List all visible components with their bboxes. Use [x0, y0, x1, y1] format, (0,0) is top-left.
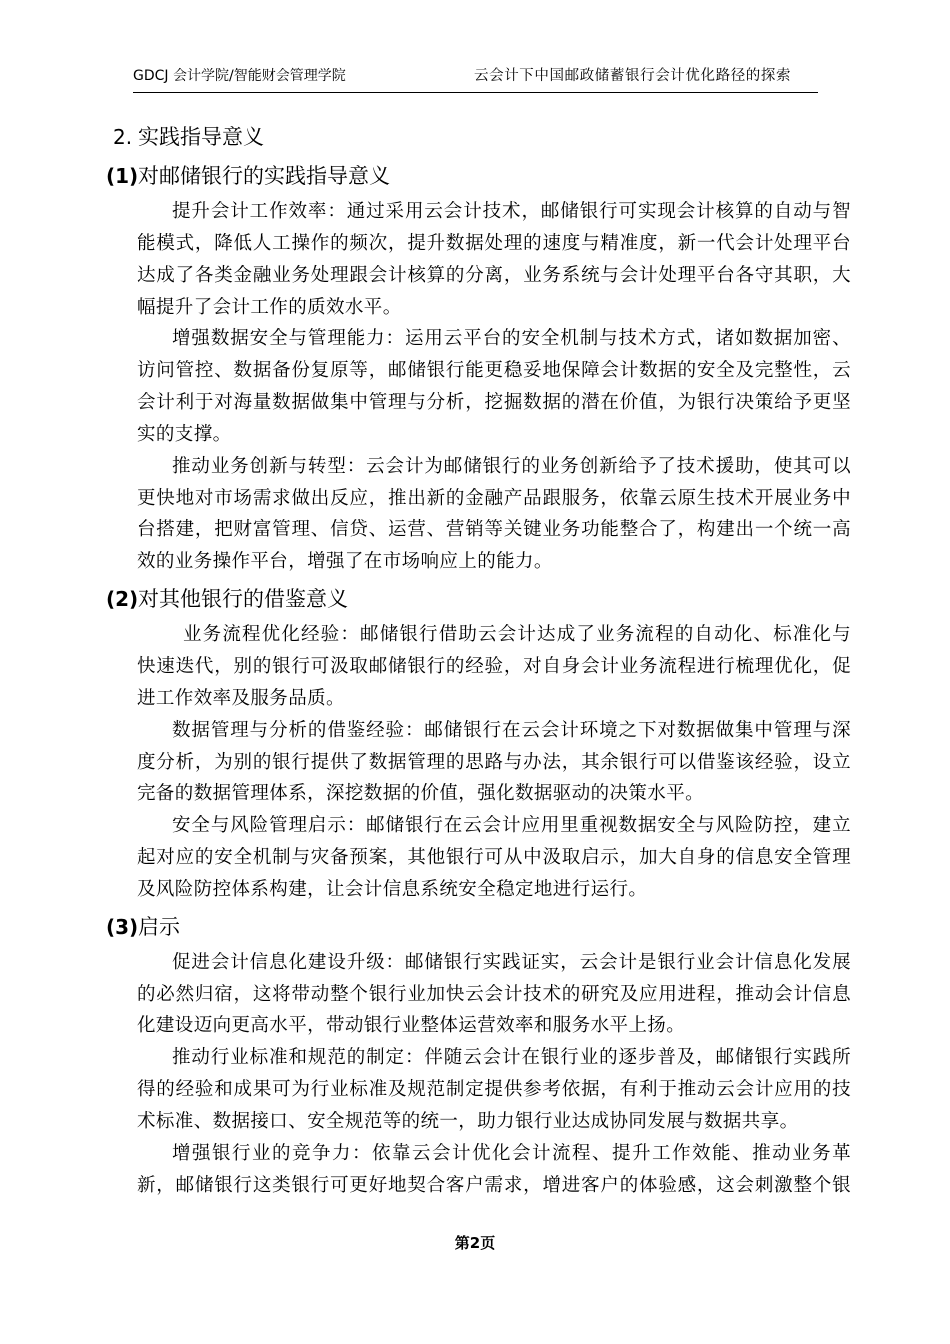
- paragraph-line: 快速迭代，别的银行可汲取邮储银行的经验，对自身会计业务流程进行梳理优化，促: [137, 655, 851, 677]
- subsection-title: 对邮储银行的实践指导意义: [138, 164, 390, 188]
- paragraph-line: 台搭建，把财富管理、信贷、运营、营销等关键业务功能整合了，构建出一个统一高: [137, 519, 851, 541]
- subsection-label: (2): [106, 587, 139, 612]
- paragraph-line: 能模式，降低人工操作的频次，提升数据处理的速度与精准度，新一代会计处理平台: [137, 232, 851, 254]
- paragraph-line: 推动行业标准和规范的制定：伴随云会计在银行业的逐步普及，邮储银行实践所: [172, 1047, 851, 1069]
- paragraph-data-security: [0, 323, 950, 450]
- section-heading: [0, 118, 950, 157]
- paragraph-line: 业务流程优化经验：邮储银行借助云会计达成了业务流程的自动化、标准化与: [183, 624, 851, 646]
- subsection-heading-reference: [0, 580, 950, 619]
- subsection-heading-practice: [0, 157, 950, 196]
- header-paper-title: 云会计下中国邮政储蓄银行会计优化路径的探索: [474, 68, 792, 84]
- subsection-title: 启示: [138, 914, 180, 939]
- subsection-label: (1): [106, 164, 139, 188]
- paragraph-line: 幅提升了会计工作的质效水平。: [137, 296, 402, 318]
- header-rule: [133, 92, 818, 93]
- paragraph-line: 效的业务操作平台，增强了在市场响应上的能力。: [137, 551, 553, 573]
- paragraph-line: 达成了各类金融业务处理跟会计核算的分离，业务系统与会计处理平台各守其职，大: [137, 264, 851, 286]
- paragraph-line: 实的支撑。: [137, 423, 232, 445]
- paragraph-line: 增强银行业的竞争力：依靠云会计优化会计流程、提升工作效能、推动业务革: [172, 1142, 851, 1164]
- paragraph-line: 访问管控、数据备份复原等，邮储银行能更稳妥地保障会计数据的安全及完整性，云: [137, 360, 851, 382]
- paragraph-competitiveness: [0, 1138, 950, 1202]
- paragraph-industry-standards: [0, 1042, 950, 1138]
- paragraph-line: 及风险防控体系构建，让会计信息系统安全稳定地进行运行。: [137, 878, 648, 900]
- paragraph-line: 的必然归宿，这将带动整个银行业加快云会计技术的研究及应用进程，推动会计信息: [137, 983, 851, 1005]
- subsection-heading-insights: [0, 908, 950, 947]
- paragraph-business-innovation: [0, 451, 950, 578]
- paragraph-line: 推动业务创新与转型：云会计为邮储银行的业务创新给予了技术援助，使其可以: [172, 455, 851, 477]
- paragraph-line: 数据管理与分析的借鉴经验：邮储银行在云会计环境之下对数据做集中管理与深: [172, 719, 851, 741]
- paragraph-efficiency: [0, 196, 950, 323]
- section-title: 实践指导意义: [138, 125, 264, 149]
- paragraph-line: 术标准、数据接口、安全规范等的统一，助力银行业达成协同发展与数据共享。: [137, 1110, 799, 1132]
- paragraph-line: 度分析，为别的银行提供了数据管理的思路与办法，其余银行可以借鉴该经验，设立: [137, 751, 851, 773]
- paragraph-line: 会计利于对海量数据做集中管理与分析，挖掘数据的潜在价值，为银行决策给予更坚: [137, 392, 851, 414]
- section-number: 2.: [113, 125, 133, 149]
- paragraph-line: 得的经验和成果可为行业标准及规范制定提供参考依据，有利于推动云会计应用的技: [137, 1079, 851, 1101]
- paragraph-line: 安全与风险管理启示：邮储银行在云会计应用里重视数据安全与风险防控，建立: [172, 815, 851, 837]
- paragraph-data-management: [0, 715, 950, 811]
- paragraph-line: 增强数据安全与管理能力：运用云平台的安全机制与技术方式，诸如数据加密、: [172, 328, 851, 350]
- paragraph-line: 促进会计信息化建设升级：邮储银行实践证实，云会计是银行业会计信息化发展: [172, 951, 851, 973]
- paragraph-line: 新，邮储银行这类银行可更好地契合客户需求，增进客户的体验感，这会刺激整个银: [137, 1174, 851, 1196]
- subsection-title: 对其他银行的借鉴意义: [138, 587, 348, 612]
- paragraph-process-optimization: [0, 619, 950, 715]
- subsection-label: (3): [106, 914, 139, 939]
- paragraph-line: 化建设迈向更高水平，带动银行业整体运营效率和服务水平上扬。: [137, 1015, 686, 1037]
- paragraph-risk-management: [0, 810, 950, 906]
- paragraph-line: 进工作效率及服务品质。: [137, 687, 345, 709]
- page-body: [0, 118, 950, 1201]
- paragraph-line: 起对应的安全机制与灾备预案，其他银行可从中汲取启示，加大自身的信息安全管理: [137, 847, 851, 869]
- paragraph-line: 更快地对市场需求做出反应，推出新的金融产品跟服务，依靠云原生技术开展业务中: [137, 487, 851, 509]
- paragraph-informatization: [0, 947, 950, 1043]
- paragraph-line: 提升会计工作效率：通过采用云会计技术，邮储银行可实现会计核算的自动与智: [172, 201, 851, 222]
- page-number: 第2页: [454, 1234, 496, 1252]
- header-institution: GDCJ 会计学院/智能财会管理学院: [133, 68, 346, 84]
- paragraph-line: 完备的数据管理体系，深挖数据的价值，强化数据驱动的决策水平。: [137, 783, 705, 805]
